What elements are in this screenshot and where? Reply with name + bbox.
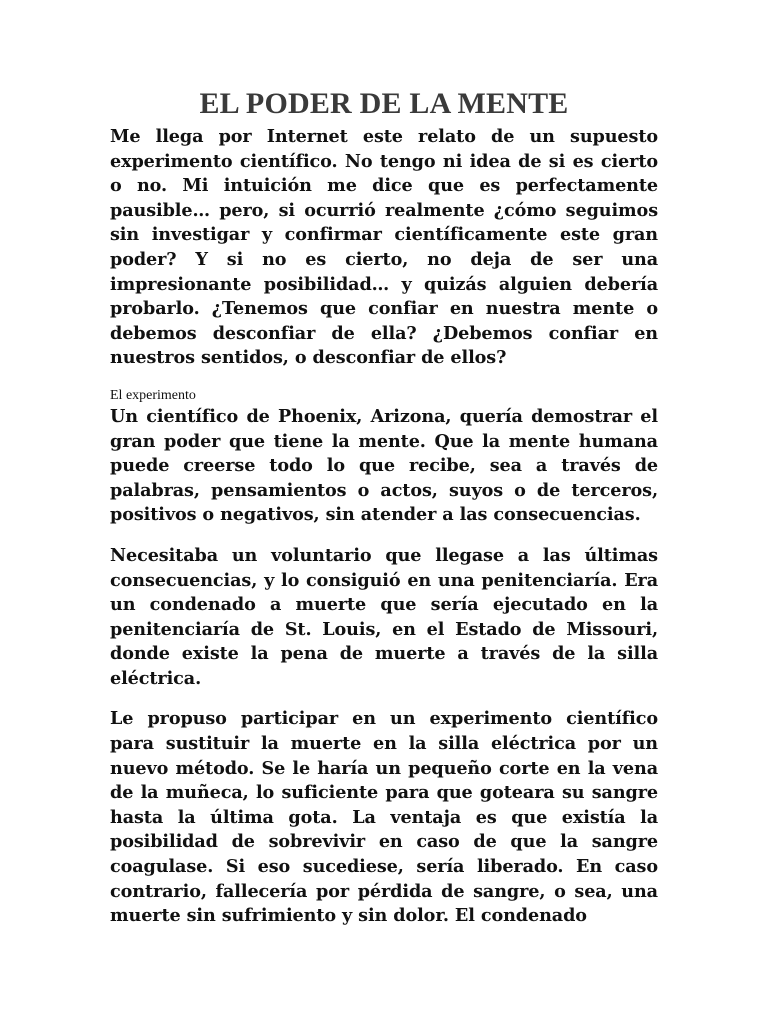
- section-heading: El experimento: [110, 387, 196, 403]
- body-paragraph-2: Necesitaba un voluntario que llegase a las últimas consecuencias, y lo consiguió en una penitenciaría. Era un condenado a muerte que sería ejecutado en la penitenciaría de St. Louis, en el Estado de Missouri, donde existe la pena de muerte a través de la silla eléctrica.: [110, 544, 658, 689]
- body-paragraph-3: Le propuso participar en un experimento científico para sustituir la muerte en la silla eléctrica por un nuevo método. Se le haría un pequeño corte en la vena de la muñeca, lo suficiente para que goteara su sangre hasta la última gota. La ventaja es que existía la posibilidad de sobrevivir en caso de que la sangre coagulase. Si eso sucediese, sería liberado. En caso contrario, fallecería por pérdida de sangre, o sea, una muerte sin sufrimiento y sin dolor. El condenado: [110, 708, 658, 927]
- body-paragraph-1: Un científico de Phoenix, Arizona, quería demostrar el gran poder que tiene la mente. Que la mente humana puede creerse todo lo que recibe, sea a través de palabras, pensamientos o actos, suyos o de terceros, positivos o negativos, sin atender a las consecuencias.: [110, 405, 658, 526]
- intro-paragraph: Me llega por Internet este relato de un supuesto experimento científico. No tengo ni idea de si es cierto o no. Mi intuición me dice que es perfectamente pausible… pero, si ocurrió realmente ¿cómo seguimos sin investigar y confirmar científicamente este gran poder? Y si no es cierto, no deja de ser una impresionante posibilidad… y quizás alguien debería probarlo. ¿Tenemos que confiar en nuestra mente o debemos desconfiar de ella? ¿Debemos confiar en nuestros sentidos, o desconfiar de ellos?: [110, 126, 658, 369]
- document-title: EL PODER DE LA MENTE: [199, 87, 569, 120]
